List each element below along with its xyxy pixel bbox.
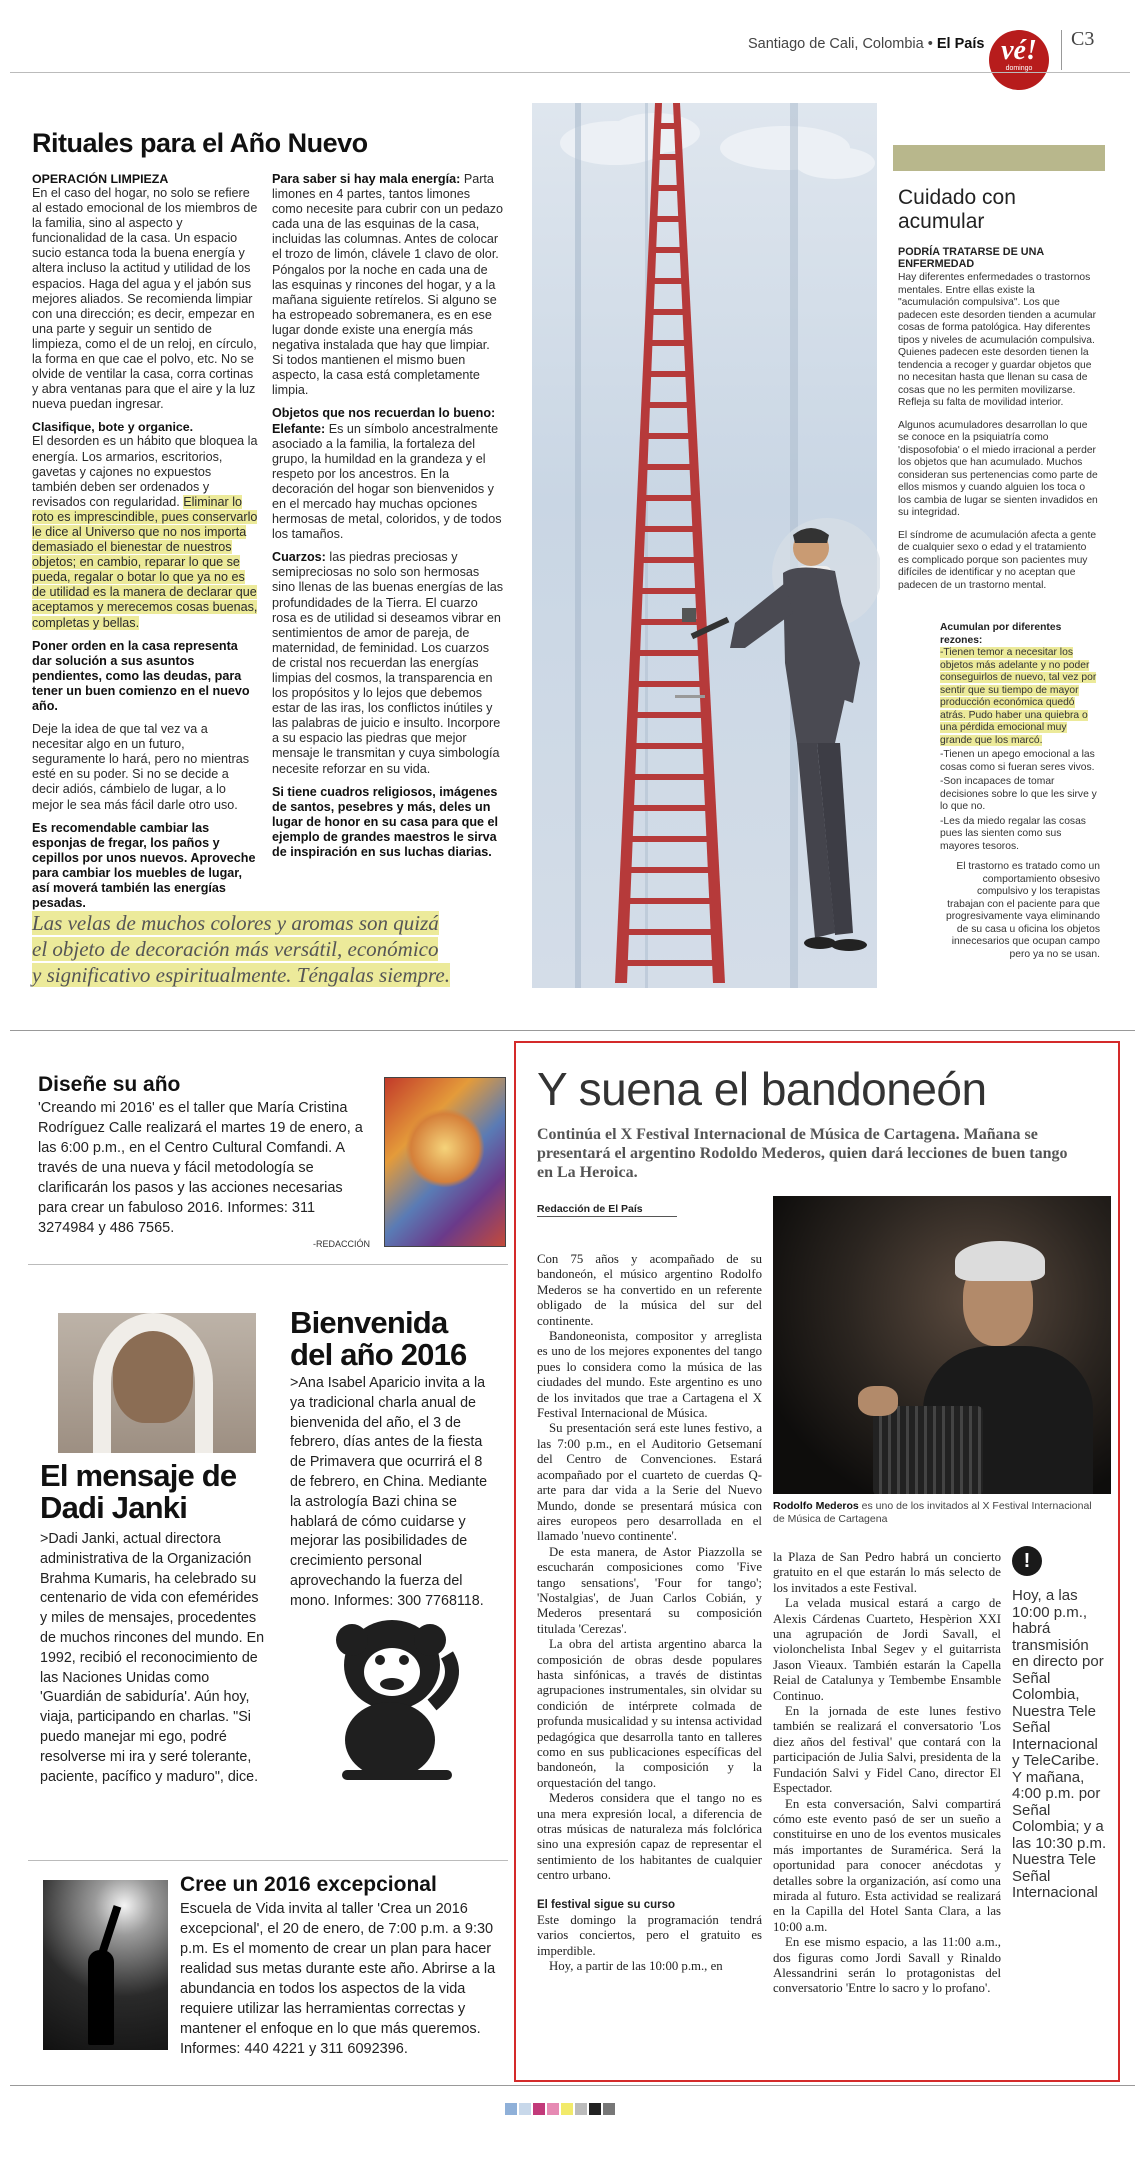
- dadi-text: >Dadi Janki, actual directora administrativa de la Organización Brahma Kumaris, ha celebrado su centenario de vida con efemérides y miles de mensajes, procedentes de muchos rincones del mundo. En 1992, recibió el reconocimiento de las Naciones Unidas como 'Guardián de sabiduría'. Aún hoy, viaja, participando en charlas. "Si puedo manejar mi ego, podré resolverse mi ira y seré tolerante, paciente, pacífico y maduro", dice.: [40, 1531, 265, 1785]
- pull-quote-text: Las velas de muchos colores y aromas son quizá el objeto de decoración más versátil, económico y significativo espiritualmente. Téngalas siempre.: [32, 911, 451, 987]
- col2-text-limones: Parta limones en 4 partes, tantos limones como necesite para cubrir con un pedazo cada una de las esquinas de la casa, incluidas las columnas. Antes de colocar el trozo de limón, clávele 1 clavo de olor. Póngalos por la noche en cada una de las esquinas y rincones del hogar, y a la mañana siguiente retírelos. Si alguno se ha estropeado sobremanera, es en ese lugar donde existe una energía más negativa instalada que hay que limpiar. Si todos mantienen el mismo buen aspecto, la casa está completamente limpia.: [272, 172, 504, 398]
- col1-text-deje: Deje la idea de que tal vez va a necesitar algo en un futuro, seguramente lo hará, pero no mientras esté en su poder. Si no se decide a decir adiós, cámbielo de lugar, a lo mejor le sea más fácil darle otro uso.: [32, 722, 250, 812]
- logo-text: vé!: [1001, 35, 1037, 66]
- divider-disene: [28, 1264, 508, 1265]
- ladder-rung: [634, 681, 704, 687]
- reason-3: -Son incapaces de tomar decisiones sobre lo que les sirve y lo que no.: [940, 776, 1097, 812]
- mederos-hand: [858, 1386, 898, 1416]
- ladder-rung: [623, 929, 716, 935]
- cuidado-p4: El trastorno es tratado como un comportamiento obsesivo compulsivo y los terapistas trabajan con el paciente para que progresivamente vaya eliminando de su casa u oficina los objetos innecesarios que ocupan campo pero ya no se usan.: [946, 861, 1100, 960]
- disene-text: 'Creando mi 2016' es el taller que María Cristina Rodríguez Calle realizará el martes 19 de enero, a las 6:00 p.m., en el Centro Cultural Comfandi. A través de una nueva y fácil metodología se clarificarán los pasos y las acciones necesarias para crear un fabuloso 2016. Informes: 311 3274984 y 486 7565.: [38, 1100, 363, 1236]
- cree-silhouette: [88, 1950, 114, 2045]
- col2-head-limones: Para saber si hay mala energía:: [272, 172, 461, 186]
- divider-cree: [28, 1860, 508, 1861]
- ladder-rung: [654, 216, 681, 222]
- broadcast-sidebar: Hoy, a las 10:00 p.m., habrá transmisión en directo por Señal Colombia, Nuestra Tele Señal Internacional y TeleCaribe. Y mañana, 4:00 p.m. por Señal Colombia; y a las 10:30 p.m. Nuestra Tele Señal Internacional: [1012, 1587, 1107, 1901]
- rituales-title: Rituales para el Año Nuevo: [32, 128, 368, 158]
- ladder-rung: [635, 650, 702, 656]
- reasons-head: Acumulan por diferentes rezones:: [940, 622, 1062, 646]
- swatch-5: [561, 2103, 573, 2115]
- col1-clasifique-highlight: Eliminar lo roto es imprescindible, pues conservarlo le dice al Universo que no nos importa demasiado el bienestar de nuestros objetos; en cambio, reparar lo que se pueda, regalar o botar lo que ya no es de utilidad es la manera de declarar que aceptamos y merecemos cosas buenas, completas y bellas.: [32, 494, 258, 630]
- page-number: C3: [1071, 28, 1095, 50]
- col2-head-cuarzos: Cuarzos:: [272, 550, 326, 565]
- swatch-6: [575, 2103, 587, 2115]
- swatch-2: [519, 2103, 531, 2115]
- band-c1-p3: Su presentación será este lunes festivo, a las 7:00 p.m., en el Auditorio Getsemaní del Centro de Convenciones. Estará acompañado por el cuarteto de cuerdas Q-arte para dar vida a la Serie del Nuevo Mundo, donde se presentará música con aires europeos pero desarrollada en el llamado 'nuevo continente'.: [537, 1421, 762, 1544]
- color-registration-bar: [505, 2102, 617, 2120]
- ladder-illustration: [535, 103, 880, 988]
- band-c2-p4: En esta conversación, Salvi compartirá cómo este evento pasó de ser un sueño a constituirse en uno de los eventos musicales más importantes de Suramérica. Será la oportunidad para conocer anécdotas y detalles sobre la organización, así como una mirada al futuro. Esta actividad se realizará en la Capilla del Hotel Santa Clara, a las 10:00 a.m.: [773, 1796, 1001, 1934]
- swatch-8: [603, 2103, 615, 2115]
- band-c2-p1: la Plaza de San Pedro habrá un concierto gratuito en el que estarán lo más selecto de los invitados a este Festival.: [773, 1550, 1001, 1595]
- exclamation-icon: !: [1012, 1546, 1042, 1576]
- cuidado-p1: Hay diferentes enfermedades o trastornos mentales. Entre ellas existe la "acumulación compulsiva". Los que padecen este desorden tienden a acumular cosas de forma patológica. Hay diferentes tipos y niveles de acumulación compulsiva. Quienes padecen este desorden tienen la tendencia a recoger y guardar objetos que no necesitan hasta que llenan su casa de cosas que no les permiten movilizarse. Refleja su falta de movilidad interior.: [898, 272, 1097, 408]
- ladder-rung: [638, 588, 700, 594]
- dadi-title: El mensaje de Dadi Janki: [40, 1458, 237, 1525]
- bandoneon-instrument-icon: [873, 1406, 983, 1494]
- ladder-rung: [653, 247, 683, 253]
- olive-bar: [893, 145, 1105, 171]
- col2-head-elefante: Objetos que nos recuerdan lo bueno: Elefante:: [272, 406, 496, 436]
- col1-bold-orden-text: Poner orden en la casa representa dar solución a sus asuntos pendientes, como las deudas, para tener un buen comienzo en el nuevo año.: [32, 638, 250, 713]
- cloud-icon: [560, 113, 875, 179]
- art-painting: [384, 1077, 506, 1247]
- band-c1-end1: Este domingo la programación tendrá varios conciertos, pero el gratuito es imperdible.: [537, 1913, 762, 1958]
- col2-para-elefante: [272, 406, 504, 542]
- reason-2: -Tienen un apego emocional a las cosas como si fueran seres vivos.: [940, 749, 1095, 773]
- ve-logo-icon: [989, 30, 1049, 90]
- band-c1-end2: Hoy, a partir de las 10:00 p.m., en: [549, 1959, 723, 1974]
- ladder-rung: [655, 185, 680, 191]
- col1-clasifique-plain: El desorden es un hábito que bloquea la energía. Los armarios, escritorios, gavetas y cajones no expuestos también deben ser ordenados y revisados con regularidad.: [32, 434, 258, 509]
- col1-head-clasifique: Clasifique, bote y organice.: [32, 420, 194, 435]
- band-c2-p2: La velada musical estará a cargo de Alexis Cárdenas Cuarteto, Hespèrion XXI una agrupación de Jordi Savall, el violonchelista Inbal Segev y el guitarrista Jason Vieaux. También estarán la Capella Reial de Catalunya y Tembembe Ensamble Continuo.: [773, 1596, 1001, 1703]
- band-c2-p3: En la jornada de este lunes festivo también se realizará el conversatorio 'Los diez años del festival' que contará con la participación de Julia Salvi, presidenta de la Fundación Salvi y Fidel Cano, director El Espectador.: [773, 1704, 1001, 1796]
- col1-text-clasifique: [32, 434, 258, 630]
- rituales-col2: [272, 172, 504, 868]
- bandoneon-byline: Redacción de El País: [537, 1203, 643, 1215]
- ladder-rung: [627, 836, 711, 842]
- reason-4: -Les da miedo regalar las cosas pues las sienten como sus mayores tesoros.: [940, 815, 1086, 852]
- mederos-caption: [773, 1500, 1103, 1526]
- ladder-rung: [639, 557, 698, 563]
- col2-text-elefante: Es un símbolo ancestralmente asociado a la familia, la fortaleza del grupo, la humildad en la grandeza y el respeto por los ancestros. En la decoración del hogar son bienvenidos y en el mercado hay muchas opciones hermosas de metal, coloridos, y de todos los tamaños.: [272, 421, 502, 542]
- col1-head-limpieza: OPERACIÓN LIMPIEZA: [32, 172, 169, 186]
- rituales-col1: [32, 172, 258, 919]
- swatch-3: [533, 2103, 545, 2115]
- col1-bold-esponjas-text: Es recomendable cambiar las esponjas de fregar, los paños y cepillos por unos nuevos. Aproveche para cambiar los muebles de lugar, así moverá también las energías pesadas.: [32, 820, 256, 911]
- cuidado-p3: El síndrome de acumulación afecta a gente de cualquier sexo o edad y el tratamiento es complicado porque son pacientes muy difíciles de identificar y no aceptan que padecen de un trastorno mental.: [898, 529, 1097, 591]
- cuidado-sub: PODRÍA TRATARSE DE UNA ENFERMEDAD: [898, 246, 1044, 270]
- byline-rule: [537, 1216, 677, 1217]
- ladder-rung: [633, 712, 706, 718]
- cuidado-panel: [898, 186, 1098, 602]
- band-c1-p2: Bandoneonista, compositor y arreglista es uno de los mejores exponentes del tango pues lo considera como la música de las ciudades del mundo. Este argentino es uno de los invitados que trae a Cartagena el X Festival Internacional de Música.: [537, 1329, 762, 1421]
- bienvenida-text: >Ana Isabel Aparicio invita a la ya tradicional charla anual de bienvenida del año, el 3 de febrero, días antes de la fiesta de Primavera que ocurrirá el 8 de febrero, en China. Mediante la astrología Bazi china se hablará de cómo cuidarse y mejorar las posibilidades de crecimiento personal aprovechando la fuerza del mono. Informes: 300 7768118.: [290, 1375, 488, 1609]
- disene-title: Diseñe su año: [38, 1073, 181, 1096]
- ladder-rung: [629, 805, 711, 811]
- col2-bold-cuadros: [272, 785, 504, 860]
- header-bullet: •: [927, 36, 933, 52]
- monkey-illustration-icon: [322, 1610, 472, 1785]
- col2-para-cuarzos: [272, 550, 504, 776]
- ladder-rung: [643, 464, 693, 470]
- mederos-photo: [773, 1196, 1111, 1494]
- col1-text-limpieza: En el caso del hogar, no solo se refiere al estado emocional de los miembros de la familia, sino al aspecto y funcionalidad de la casa. Un espacio sucio estanca toda la buena energía y altera incluso la actitud y utilidad de los espacios. Haga del agua y el jabón sus mejores aliados. Se recomienda limpiar con una dirección; es decir, empezar en una parte y seguir un sentido de limpieza, como el de un reloj, en círculo, la forma en que cae el polvo, etc. No se olvide de ventilar la casa, corra cortinas y abra ventanas para que el aire y la luz nueva puedan ingresar.: [32, 186, 258, 412]
- cuidado-reasons: [940, 622, 1100, 961]
- bandoneon-col2: [773, 1550, 1001, 1997]
- band-c2-p5: En ese mismo espacio, a las 11:00 a.m., dos figuras como Jordi Savall y Rinaldo Alessandrini serán lo protagonistas del conversatorio 'Entre lo sacro y lo profano'.: [773, 1935, 1001, 1996]
- disene-credit: -REDACCIÓN: [313, 1239, 371, 1249]
- band-c1-p1: Con 75 años y acompañado de su bandoneón, el músico argentino Rodolfo Mederos se ha convertido en un referente obligado de la música del sur del continente.: [537, 1252, 762, 1328]
- ladder-rung: [622, 960, 718, 966]
- header-location-line: [748, 36, 984, 52]
- ladder-rung: [641, 526, 697, 532]
- ladder-rung: [651, 278, 684, 284]
- cuidado-title: Cuidado con acumular: [898, 186, 1016, 233]
- bandoneon-title: Y suena el bandoneón: [537, 1063, 987, 1115]
- ladder-rung: [625, 898, 715, 904]
- cree-text: Escuela de Vida invita al taller 'Crea un 2016 excepcional', el 20 de enero, de 7:00 p.m. a 9:30 p.m. Es el momento de crear un plan para hacer realidad sus metas durante este año. Abrirse a la abundancia en todos los aspectos de la vida requiere utilizar las herramientas correctas y mantener el enfoque en lo que más queremos. Informes: 440 4221 y 311 6092396.: [180, 1901, 496, 2057]
- mederos-hair: [955, 1241, 1045, 1281]
- swatch-4: [547, 2103, 559, 2115]
- reason-1-text: -Tienen temor a necesitar los objetos más adelante y no poder conseguirlos de nuevo, tal vez por sentir que su tiempo de mayor producción económica quedó atrás. Pudo haber una quiebra o una pérdida emocional muy grande que los marcó.: [940, 647, 1097, 746]
- section-divider: [10, 1030, 1135, 1031]
- band-subhead: El festival sigue su curso: [537, 1898, 676, 1911]
- col2-para-limones: [272, 172, 504, 398]
- ladder-rung: [631, 743, 707, 749]
- header-rule: [10, 72, 1130, 73]
- ladder-rung: [645, 433, 692, 439]
- col2-bold-cuadros-text: Si tiene cuadros religiosos, imágenes de santos, pesebres y más, deles un lugar de honor en su casa para que el ejemplo de grandes maestros le sirva de inspiración en sus luchas diarias.: [272, 784, 499, 860]
- ladder-rung: [646, 402, 691, 408]
- caption-bold: Rodolfo Mederos: [773, 1500, 859, 1512]
- ladder-rung: [626, 867, 713, 873]
- dadi-veil: [93, 1313, 213, 1453]
- cuidado-p2: Algunos acumuladores desarrollan lo que se conoce en la psiquiatría como 'disposofobia' o el miedo irracional a perder los objetos que han acumulado. Muchos consideran sus pertenencias como parte de ellos mismos y cuando alguien los toca o los cambia de lugar se sienten invadidos en su integridad.: [898, 419, 1098, 518]
- cree-title: Cree un 2016 excepcional: [180, 1873, 437, 1896]
- header-paper: El País: [936, 36, 985, 52]
- dadi-photo: [58, 1313, 256, 1453]
- ladder-rung: [658, 123, 677, 129]
- band-c1-p6: Mederos considera que el tango no es una mera expresión local, a diferencia de otras músicas de naturaleza más folclórica sino una expresión capaz de representar el sentimiento de los habitantes de cualquier centro urbano.: [537, 1791, 762, 1883]
- reason-1: [940, 647, 1100, 747]
- ladder-rung: [649, 340, 688, 346]
- swatch-7: [589, 2103, 601, 2115]
- header-location: Santiago de Cali, Colombia: [748, 36, 924, 52]
- col1-bold-orden: [32, 639, 258, 714]
- bandoneon-col1: [537, 1252, 762, 1975]
- bandoneon-deck: Continúa el X Festival Internacional de Música de Cartagena. Mañana se presentará el argentino Rodoldo Mederos, quien dará lecciones de buen tango en La Heroica.: [537, 1126, 1068, 1181]
- rituales-pull-quote: [32, 910, 452, 988]
- col2-text-cuarzos: las piedras preciosas y semipreciosas no solo son hermosas sino llenas de las buenas energías de las profundidades de la Tierra. El cuarzo rosa es de utilidad si deseamos vibrar en sentimientos de amor de pareja, de maternidad, de feminidad. Los cuarzos de cristal nos recuerdan las energías limpias del cosmos, la transparencia en los propósitos y lo lejos que debemos estar de las iras, los conflictos inútiles y las palabras de juicio e insulto. Incorpore a su espacio las piedras que mejor mensaje le transmitan y cuya simbología necesite reforzar en su vida.: [272, 550, 504, 776]
- footer-rule: [10, 2085, 1135, 2086]
- page-header: [0, 0, 1145, 70]
- swatch-1: [505, 2103, 517, 2115]
- band-c1-p4: De esta manera, de Astor Piazzolla se escucharán composiciones como 'Five tango sensations', 'Four for tango'; 'Nostalgias', de Juan Carlos Cobián, y Mederos presentará su composición titulada 'Cerezas'.: [537, 1544, 762, 1636]
- logo-sub: domingo: [1005, 65, 1033, 72]
- cree-photo: [43, 1880, 168, 2050]
- ladder-rung: [657, 154, 679, 160]
- ladder-rung: [650, 309, 686, 315]
- caption-text: es uno de los invitados al X Festival Internacional de Música de Cartagena: [773, 1500, 1092, 1525]
- ladder-rung: [642, 495, 695, 501]
- ladder-rung: [630, 774, 709, 780]
- ladder-rung: [647, 371, 689, 377]
- col1-bold-esponjas: [32, 821, 258, 912]
- art-painting-inner: [405, 1108, 485, 1188]
- header-divider-vertical: [1061, 30, 1062, 70]
- band-c1-p5: La obra del artista argentino abarca la composición de obras desde populares hasta sinfónicas, a través de distintas agrupaciones instrumentales, sin olvidar su condición de intérprete colmada de profunda musicalidad y su intensa actividad pedagógica que desarrolla tanto en talleres como en sus publicaciones específicas del bandoneón, la composición y la orquestación del tango.: [537, 1637, 762, 1790]
- bienvenida-title: Bienvenida del año 2016: [290, 1305, 467, 1372]
